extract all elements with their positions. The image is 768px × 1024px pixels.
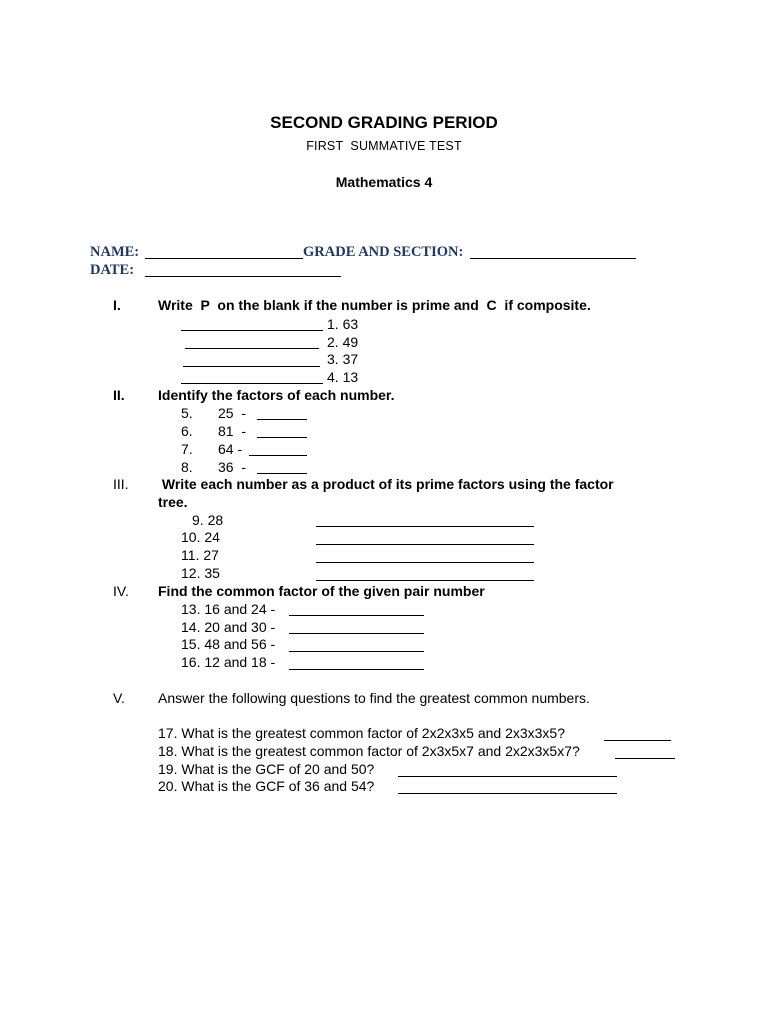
- date-field[interactable]: [145, 276, 341, 277]
- part3-item-10: 10. 24: [181, 529, 220, 545]
- answer-blank-18[interactable]: [615, 758, 675, 759]
- part2-item-7-label: 64 -: [218, 441, 243, 457]
- part3-numeral: III.: [113, 476, 129, 492]
- answer-blank-10[interactable]: [316, 544, 534, 545]
- date-label: DATE:: [90, 262, 135, 278]
- part5-numeral: V.: [113, 690, 125, 706]
- answer-blank-3[interactable]: [183, 366, 320, 367]
- name-label: NAME:: [90, 244, 140, 260]
- part5-instruction: Answer the following questions to find the greatest common numbers.: [158, 690, 590, 706]
- answer-blank-9[interactable]: [316, 526, 534, 527]
- part2-numeral: II.: [113, 387, 125, 403]
- answer-blank-6[interactable]: [257, 437, 307, 438]
- part2-item-5-label: 25 -: [218, 405, 247, 421]
- part2-instruction: Identify the factors of each number.: [158, 387, 395, 403]
- answer-blank-16[interactable]: [289, 669, 424, 670]
- part2-item-8-label: 36 -: [218, 459, 247, 475]
- part5-item-20: 20. What is the GCF of 36 and 54?: [158, 778, 375, 794]
- part4-instruction: Find the common factor of the given pair number: [158, 583, 485, 599]
- part4-item-14: 14. 20 and 30 -: [181, 619, 276, 635]
- part3-item-9: 9. 28: [192, 512, 224, 528]
- part4-numeral: IV.: [113, 583, 129, 599]
- answer-blank-2[interactable]: [185, 348, 319, 349]
- part2-item-5-number: 5.: [181, 405, 193, 421]
- part1-numeral: I.: [113, 297, 121, 313]
- part3-item-11: 11. 27: [181, 547, 219, 563]
- part4-item-13: 13. 16 and 24 -: [181, 601, 276, 617]
- part1-item-3: 3. 37: [327, 351, 359, 367]
- answer-blank-11[interactable]: [316, 562, 534, 563]
- answer-blank-14[interactable]: [289, 633, 424, 634]
- answer-blank-19[interactable]: [398, 776, 617, 777]
- part1-item-2: 2. 49: [327, 334, 359, 350]
- part5-item-17: 17. What is the greatest common factor of 2x2x3x5 and 2x3x3x5?: [158, 725, 565, 741]
- part5-item-19: 19. What is the GCF of 20 and 50?: [158, 761, 375, 777]
- subject-heading: Mathematics 4: [335, 174, 433, 190]
- grade-section-label: GRADE AND SECTION:: [303, 244, 464, 260]
- page-title: SECOND GRADING PERIOD: [270, 113, 498, 132]
- answer-blank-13[interactable]: [289, 615, 424, 616]
- part2-item-8-number: 8.: [181, 459, 193, 475]
- part1-instruction: Write P on the blank if the number is prime and C if composite.: [158, 297, 591, 313]
- answer-blank-20[interactable]: [398, 793, 617, 794]
- answer-blank-4[interactable]: [181, 383, 323, 384]
- test-subtitle: FIRST SUMMATIVE TEST: [306, 139, 462, 153]
- part2-item-6-label: 81 -: [218, 423, 247, 439]
- answer-blank-5[interactable]: [257, 419, 307, 420]
- answer-blank-1[interactable]: [181, 330, 323, 331]
- part2-item-7-number: 7.: [181, 441, 193, 457]
- part3-instruction-line2: tree.: [158, 494, 188, 510]
- answer-blank-7[interactable]: [249, 455, 307, 456]
- part1-item-1: 1. 63: [327, 316, 359, 332]
- grade-section-field[interactable]: [470, 258, 636, 259]
- answer-blank-12[interactable]: [316, 580, 534, 581]
- answer-blank-17[interactable]: [604, 740, 671, 741]
- part3-instruction-line1: Write each number as a product of its prime factors using the factor: [158, 476, 614, 492]
- part3-item-12: 12. 35: [181, 565, 220, 581]
- part1-item-4: 4. 13: [327, 369, 359, 385]
- name-field[interactable]: [145, 258, 303, 259]
- part5-item-18: 18. What is the greatest common factor of 2x3x5x7 and 2x2x3x5x7?: [158, 743, 580, 759]
- answer-blank-8[interactable]: [257, 473, 307, 474]
- answer-blank-15[interactable]: [289, 651, 424, 652]
- part2-item-6-number: 6.: [181, 423, 193, 439]
- part4-item-16: 16. 12 and 18 -: [181, 654, 276, 670]
- part4-item-15: 15. 48 and 56 -: [181, 636, 276, 652]
